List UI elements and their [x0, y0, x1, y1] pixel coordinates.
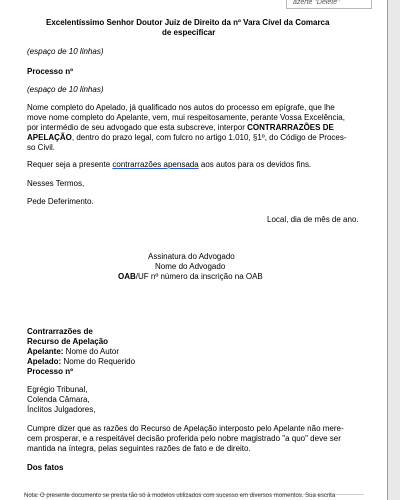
apelante-value: Nome do Autor	[63, 347, 120, 356]
contra-processo: Processo nº	[27, 367, 74, 376]
signature-line-1: Assinatura do Advogado	[148, 252, 235, 261]
intro-line-4-bold: APELAÇÃO	[27, 133, 72, 142]
apelante-label: Apelante:	[27, 347, 64, 356]
request-paragraph	[27, 159, 311, 170]
intro-line-5: so Civil.	[27, 143, 56, 152]
oab-text: /UF nº número da inscrição na OAB	[135, 272, 263, 281]
viewer-background	[388, 0, 400, 500]
intro-line-4-text: , dentro do prazo legal, com fulcro no artigo 1.010, §1º, do Código de Proces-	[71, 133, 347, 142]
request-text-c: aos autos para os devidos fins.	[198, 160, 312, 169]
oab-label: OAB	[118, 272, 136, 281]
footer-note: Nota: O presente documento se presta tão só à modelos utilizados com sucesso em diversos momentos. Sua escrita	[24, 493, 336, 499]
processo-label: Processo nº	[27, 67, 74, 76]
body-line-2: cem prosperar, e a respeitável decisão proferida pelo nobre magistrado "a quo" deve ser	[27, 434, 341, 443]
greeting-line-1: Egrégio Tribunal,	[27, 385, 88, 394]
header-line-1: Excelentíssimo Senhor Doutor Juiz de Direito da nº Vara Cível da Comarca	[46, 18, 330, 27]
signature-line-3	[118, 271, 263, 282]
contra-title-2: Recurso de Apelação	[27, 337, 109, 346]
intro-line-3-bold: CONTRARRAZÕES DE	[247, 123, 334, 132]
intro-line-1: Nome completo do Apelado, já qualificado nos autos do processo em epígrafe, que lhe	[27, 103, 335, 112]
space-note-1: (espaço de 10 linhas)	[27, 47, 104, 56]
apelado-label: Apelado:	[27, 357, 62, 366]
dos-fatos-heading: Dos fatos	[27, 463, 64, 472]
intro-line-2: move nome completo do Apelante, vem, mui respeitosamente, perante Vossa Excelência,	[27, 113, 345, 122]
intro-line-3-text: por intermédio de seu advogado que esta subscreve, interpor	[27, 123, 248, 132]
greeting-line-2: Colenda Câmara,	[27, 395, 90, 404]
signature-line-2: Nome do Advogado	[155, 262, 226, 271]
comment-bubble[interactable]: azerte "Delete"	[286, 0, 372, 9]
greeting-line-3: Ínclitos Julgadores,	[27, 405, 96, 414]
apelado-value: Nome do Requerido	[61, 357, 136, 366]
nesses-termos: Nesses Termos,	[27, 179, 85, 188]
intro-line-4	[27, 132, 347, 143]
space-note-2: (espaço de 10 linhas)	[27, 85, 104, 94]
contra-title-1: Contrarrazões de	[27, 327, 93, 336]
request-text-a: Requer seja a presente	[27, 160, 113, 169]
pede-deferimento: Pede Deferimento.	[27, 197, 94, 206]
body-line-3: mantida na íntegra, pelas seguintes razões de fato e de direito.	[27, 444, 251, 453]
body-line-1: Cumpre dizer que as razões do Recurso de Apelação interposto pelo Apelante não mere-	[27, 424, 344, 433]
header-line-2: de especificar	[162, 28, 216, 37]
request-highlight[interactable]: contrarrazões apensada	[112, 160, 199, 169]
local-date: Local, dia de mês de ano.	[267, 215, 359, 224]
